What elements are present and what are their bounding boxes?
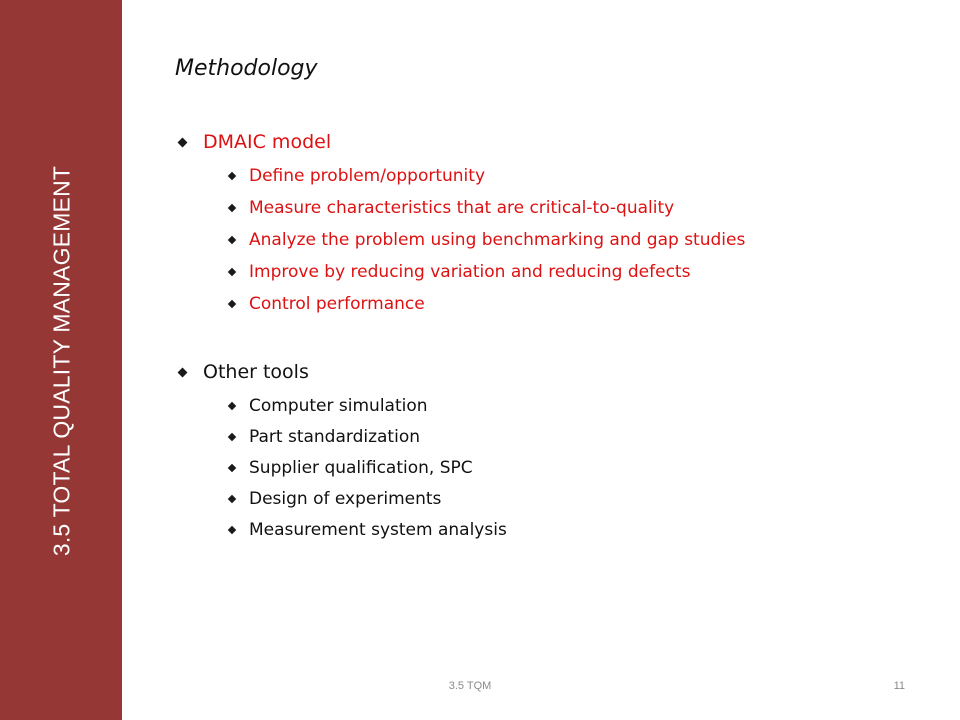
- sidebar-title: 3.5 TOTAL QUALITY MANAGEMENT: [48, 165, 75, 557]
- square-bullet-icon: [228, 172, 236, 180]
- sidebar: [0, 0, 122, 720]
- bullet-text: Design of experiments: [249, 489, 442, 509]
- square-bullet-icon: [228, 268, 236, 276]
- bullet-label: DMAIC model: [203, 131, 332, 153]
- square-bullet-icon: [178, 137, 188, 147]
- square-bullet-icon: [228, 300, 236, 308]
- bullet-dmaic-model: [179, 131, 331, 153]
- square-bullet-icon: [228, 402, 236, 410]
- slide-heading: Methodology: [175, 56, 318, 81]
- bullet-text: Measurement system analysis: [249, 520, 507, 540]
- bullet-computer-simulation: [229, 396, 428, 416]
- bullet-text: Computer simulation: [249, 396, 428, 416]
- bullet-text: Improve by reducing variation and reducing defects: [249, 262, 691, 282]
- square-bullet-icon: [228, 236, 236, 244]
- bullet-text: Control performance: [249, 294, 425, 314]
- bullet-measure: [229, 198, 674, 218]
- bullet-text: Part standardization: [249, 427, 420, 447]
- bullet-design-of-experiments: [229, 489, 441, 509]
- bullet-label: Other tools: [203, 361, 309, 383]
- bullet-text: Supplier qualification, SPC: [249, 458, 473, 478]
- square-bullet-icon: [228, 433, 236, 441]
- bullet-other-tools: [179, 361, 309, 383]
- footer-label: 3.5 TQM: [448, 680, 492, 692]
- bullet-text: Define problem/opportunity: [249, 166, 485, 186]
- square-bullet-icon: [178, 367, 188, 377]
- bullet-measurement-system-analysis: [229, 520, 507, 540]
- bullet-supplier-qualification: [229, 458, 473, 478]
- square-bullet-icon: [228, 526, 236, 534]
- square-bullet-icon: [228, 204, 236, 212]
- bullet-text: Measure characteristics that are critical-to-quality: [249, 198, 675, 218]
- square-bullet-icon: [228, 495, 236, 503]
- bullet-part-standardization: [229, 427, 420, 447]
- bullet-text: Analyze the problem using benchmarking and gap studies: [249, 230, 746, 250]
- square-bullet-icon: [228, 464, 236, 472]
- page-number: 11: [893, 680, 905, 692]
- bullet-improve: [229, 262, 690, 282]
- bullet-analyze: [229, 230, 745, 250]
- bullet-define: [229, 166, 485, 186]
- bullet-control: [229, 294, 425, 314]
